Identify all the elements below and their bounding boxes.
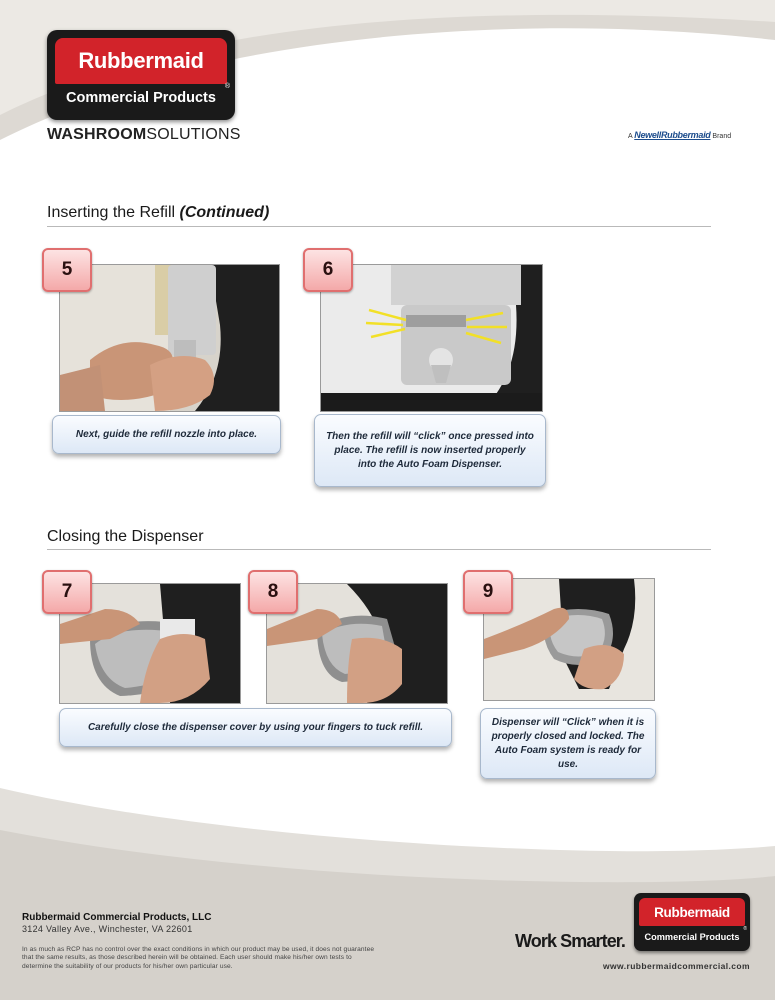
division-rest: SOLUTIONS: [146, 126, 241, 143]
footer-website[interactable]: www.rubbermaidcommercial.com: [603, 961, 750, 971]
section-title-text: Closing the Dispenser: [47, 528, 204, 545]
logo-wordmark: Rubbermaid: [55, 38, 227, 84]
section-divider: [47, 226, 711, 227]
step-9-caption: Dispenser will “Click” when it is properly closed and locked. The Auto Foam system is ready for use.: [480, 708, 656, 779]
step-6-photo: [320, 264, 543, 412]
step-5-photo: [59, 264, 280, 412]
section-title-text: Inserting the Refill: [47, 204, 176, 221]
section-divider: [47, 549, 711, 550]
logo-subtitle: Commercial Products: [66, 90, 216, 106]
footer-company-name: Rubbermaid Commercial Products, LLC: [22, 912, 212, 923]
section-title-closing: [47, 528, 204, 546]
footer-tagline: Work Smarter.: [515, 931, 626, 951]
step-number-badge: 7: [42, 570, 92, 614]
registered-mark: ®: [224, 83, 230, 90]
step-6-caption: Then the refill will “click” once pressed into place. The refill is now inserted properly into the Auto Foam Dispenser.: [314, 414, 546, 487]
steps-7-8-caption: Carefully close the dispenser cover by using your fingers to tuck refill.: [59, 708, 452, 747]
division-name: [47, 126, 241, 144]
footer-address: 3124 Valley Ave., Winchester, VA 22601: [22, 924, 193, 934]
step-number-badge: 8: [248, 570, 298, 614]
step-number-badge: 5: [42, 248, 92, 292]
footer-disclaimer: In as much as RCP has no control over the exact conditions in which our product may be used, it does not guarantee that the same results, as those described herein will be obtained. Each user should make his/her own tests to determine the suitability of our products for his/her own particular use.: [22, 946, 375, 970]
parent-brand-line: [628, 130, 731, 140]
registered-mark: ®: [743, 926, 747, 932]
step-5-illustration: [60, 265, 279, 411]
section-title-inserting: [47, 204, 269, 222]
step-6-illustration: [321, 265, 542, 411]
step-number-badge: 9: [463, 570, 513, 614]
division-bold: WASHROOM: [47, 126, 147, 143]
newell-rubbermaid-logo: NewellRubbermaid: [634, 130, 711, 140]
brand-prefix: A: [628, 133, 633, 140]
rubbermaid-logo: [47, 30, 235, 120]
section-title-suffix: (Continued): [179, 204, 270, 221]
brand-suffix: Brand: [712, 133, 732, 140]
logo-wordmark: Rubbermaid: [639, 898, 745, 926]
step-5-caption: Next, guide the refill nozzle into place.: [52, 415, 281, 454]
step-number-badge: 6: [303, 248, 353, 292]
footer-rubbermaid-logo: [634, 893, 750, 951]
logo-subtitle: Commercial Products: [644, 932, 740, 942]
